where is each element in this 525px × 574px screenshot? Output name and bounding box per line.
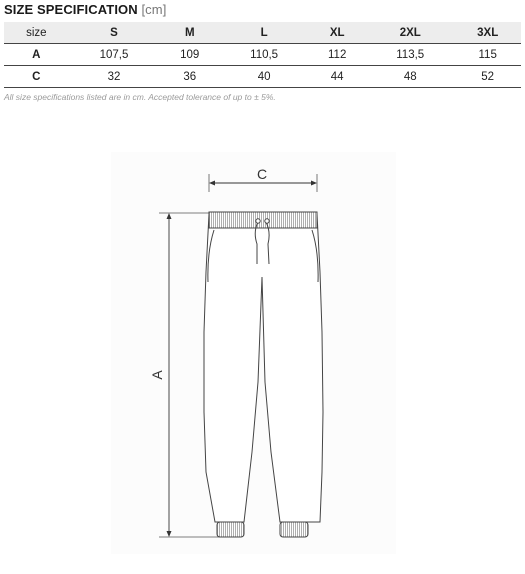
row-label-a: A: [4, 44, 69, 66]
header-xl: XL: [308, 22, 366, 44]
title-text: SIZE SPECIFICATION: [4, 2, 138, 17]
cell-c-3xl: 52: [454, 66, 521, 88]
cell-a-xl: 112: [308, 44, 366, 66]
pants-outline: [204, 212, 323, 537]
cell-a-l: 110,5: [220, 44, 308, 66]
page-title: [4, 2, 166, 17]
pants-diagram: [111, 152, 396, 554]
cell-a-m: 109: [159, 44, 220, 66]
header-3xl: 3XL: [454, 22, 521, 44]
measure-c: [209, 166, 317, 192]
title-unit: [cm]: [141, 2, 167, 17]
tolerance-note: All size specifications listed are in cm. Accepted tolerance of up to ± 5%.: [4, 92, 276, 102]
cell-a-s: 107,5: [69, 44, 160, 66]
cell-c-s: 32: [69, 66, 160, 88]
header-l: L: [220, 22, 308, 44]
header-s: S: [69, 22, 160, 44]
header-m: M: [159, 22, 220, 44]
table-row: [4, 66, 521, 88]
label-c: C: [256, 166, 268, 182]
table-row: [4, 44, 521, 66]
pants-illustration: [111, 152, 396, 554]
header-size: size: [4, 22, 69, 44]
size-table: [4, 22, 521, 88]
cell-c-2xl: 48: [366, 66, 454, 88]
header-2xl: 2XL: [366, 22, 454, 44]
cell-c-xl: 44: [308, 66, 366, 88]
table-header-row: [4, 22, 521, 44]
row-label-c: C: [4, 66, 69, 88]
cell-c-m: 36: [159, 66, 220, 88]
label-a: A: [149, 370, 165, 380]
cell-c-l: 40: [220, 66, 308, 88]
cell-a-2xl: 113,5: [366, 44, 454, 66]
cell-a-3xl: 115: [454, 44, 521, 66]
